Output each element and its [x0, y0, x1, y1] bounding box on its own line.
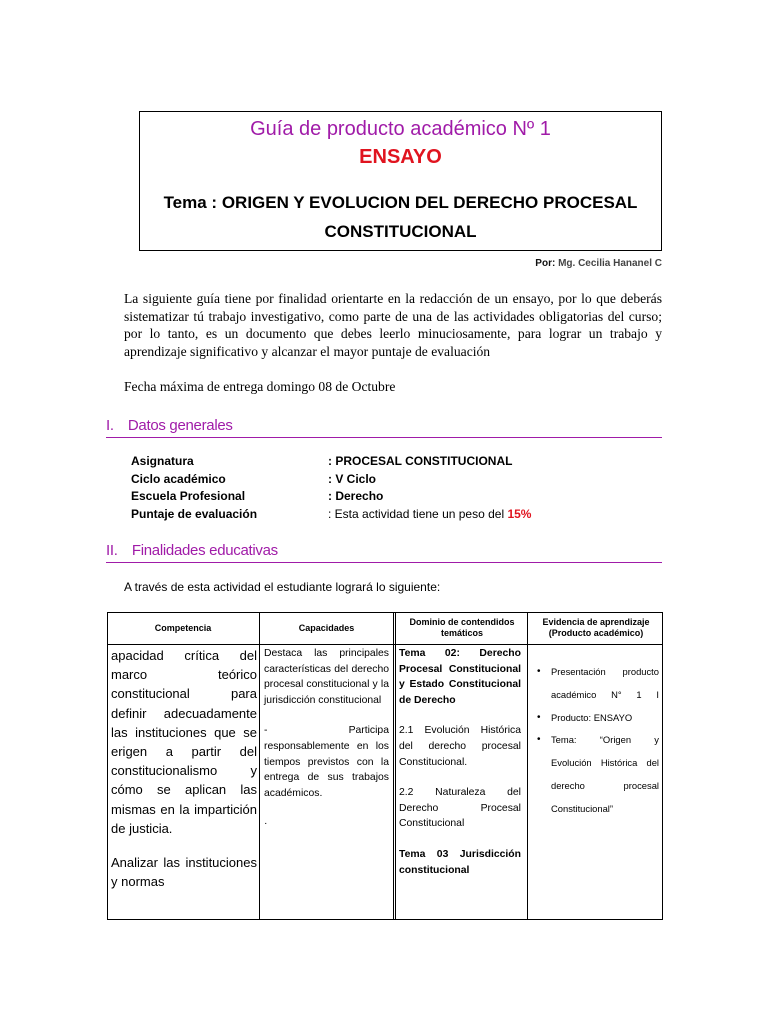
guide-subtitle: ENSAYO [359, 146, 442, 168]
spacer [399, 770, 521, 785]
list-item: • Tema: “Origen y Evolución Histórica del derecho procesal Constitucional” [551, 729, 659, 820]
list-item: • Producto: ENSAYO [551, 707, 659, 730]
datos-value: : V Ciclo [328, 471, 377, 486]
dominio-topic-03: Tema 03 Jurisdicción constitucional [399, 848, 521, 876]
section-heading-finalidades [106, 542, 662, 563]
guide-title: Guía de producto académico Nº 1 [250, 118, 551, 140]
author-label: Por: [535, 258, 556, 269]
weight-percentage: 15% [507, 506, 532, 521]
table-divider [393, 612, 396, 920]
capacidades-cell [264, 646, 389, 920]
table-divider [527, 612, 528, 920]
datos-value: : PROCESAL CONSTITUCIONAL [328, 454, 513, 468]
dominio-item-2-2: 2.2 Naturaleza del Derecho Procesal Constitucional [399, 787, 521, 830]
table-lead-text: A través de esta actividad el estudiante logrará lo siguiente: [124, 580, 441, 594]
competencia-text-2: Analizar las instituciones y normas [111, 855, 257, 890]
competencia-cell [111, 646, 257, 920]
datos-value-text: : Esta actividad tiene un peso del [328, 506, 508, 521]
datos-value: : Derecho [328, 489, 384, 503]
guide-topic [140, 188, 661, 246]
objectives-table [107, 612, 663, 920]
table-divider [259, 612, 260, 920]
author-name: Mg. Cecilia Hananel C [558, 258, 662, 269]
datos-key: Escuela Profesional [131, 489, 246, 503]
spacer [399, 708, 521, 723]
section-number: I. [106, 417, 114, 434]
header-competencia: Competencia [154, 622, 212, 633]
dominio-cell [399, 646, 521, 920]
deadline-text: Fecha máxima de entrega domingo 08 de Octubre [124, 379, 396, 394]
section-heading-datos-generales [106, 417, 662, 438]
evidencia-cell [533, 646, 659, 920]
header-capacidades: Capacidades [298, 622, 355, 633]
dominio-item-2-1: 2.1 Evolución Histórica del derecho procesal Constitucional. [399, 725, 521, 768]
capacidad-text: Destaca las principales características del derecho procesal constitucional y la jurisdicción constitucional [264, 648, 389, 706]
dominio-topic-02: Tema 02: Derecho Procesal Constitucional y Estado Constitucional de Derecho [399, 648, 521, 706]
spacer [264, 801, 389, 816]
capacidad-text-2: - Participa responsablemente en los tiempos previstos con la entrega de sus trabajos académicos. [264, 725, 389, 799]
datos-value [328, 507, 531, 521]
author-line [535, 258, 662, 269]
capacidad-text-3: · [264, 818, 268, 830]
list-item: • Presentación producto académico N° 1 I [551, 661, 659, 707]
guide-topic-line2: CONSTITUCIONAL [324, 222, 477, 241]
intro-paragraph: La siguiente guía tiene por finalidad orientarte en la redacción de un ensayo, por lo que deberás sistematizar tú trabajo investigativo, como parte de una de las actividades obligatorias del curso; por lo tanto, es un documento que debes leerlo minuciosamente, para lograr un trabajo y aprendizaje significativo y alcanzar el mayor puntaje de evaluación [124, 291, 662, 359]
spacer [399, 832, 521, 847]
evidencia-list [533, 661, 659, 821]
guide-topic-line1: Tema : ORIGEN Y EVOLUCION DEL DERECHO PROCESAL [163, 193, 638, 212]
spacer [264, 708, 389, 723]
datos-key: Puntaje de evaluación [131, 506, 258, 521]
competencia-text: apacidad crítica del marco teórico constitucional para definir adecuadamente las instituciones que se erigen a partir del constitucionalismo y cómo se aplican las mismas en la impartición de justicia. [111, 648, 257, 836]
header-dominio: Dominio de contendidos temáticos [409, 617, 515, 638]
section-title: Finalidades educativas [131, 542, 278, 559]
title-box [139, 111, 662, 251]
datos-key: Asignatura [131, 454, 194, 468]
datos-key: Ciclo académico [131, 471, 226, 486]
section-number: II. [106, 542, 118, 559]
spacer [111, 838, 257, 853]
header-evidencia: Evidencia de aprendizaje (Producto académico) [542, 617, 650, 638]
table-header-divider [107, 644, 663, 645]
section-title: Datos generales [127, 417, 233, 434]
